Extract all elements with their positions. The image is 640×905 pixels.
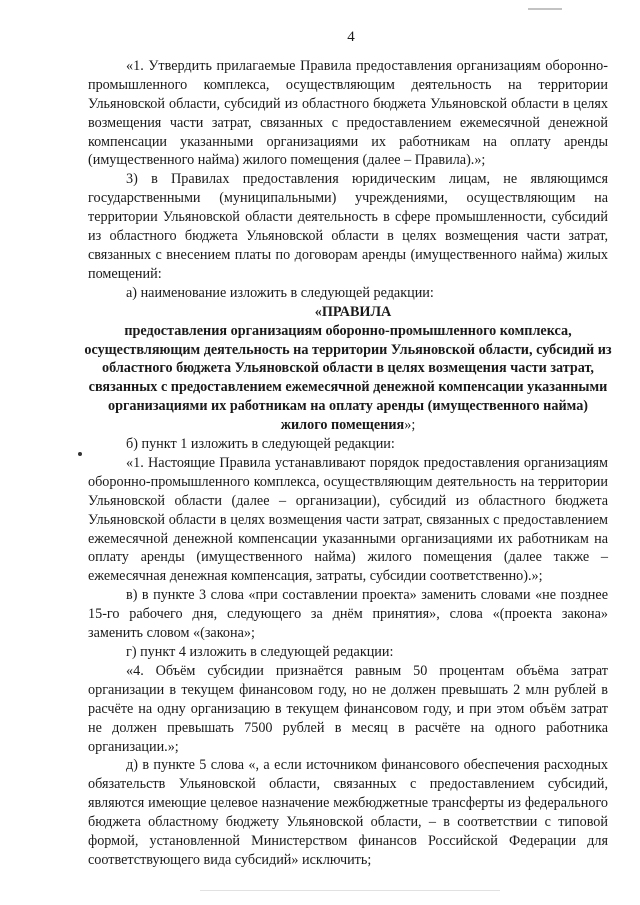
page-number: 4 bbox=[347, 29, 355, 45]
rules-heading-text: предоставления организациям оборонно-промышленного комплекса, осуществляющим деятельность на территории Ульяновской области, субсидий из областного бюджета Ульяновской области в целях возмещения части затрат, связанных с предоставлением ежемесячной денежной компенсации указанными организациями их работникам на оплату аренды (имущественного найма) жилого помещения bbox=[84, 322, 612, 434]
paragraph-clause-4: «4. Объём субсидии признаётся равным 50 процентам объёма затрат организации в текущем финансовом году, но не должен превышать 2 млн рублей в расчёте на одну организацию в текущем финансовом году, и при этом объём затрат не должен превышать 7500 рублей в месяц в расчёте на одного работника организации.»; bbox=[88, 662, 608, 755]
paragraph-approve-rules: «1. Утвердить прилагаемые Правила предоставления организациям оборонно-промышленного комплекса, осуществляющим деятельность на территории Ульяновской области, субсидий из областного бюджета Ульяновской области в целях возмещения части затрат, связанных с предоставлением ежемесячной денежной компенсации указанными организациями их работникам на оплату аренды (имущественного найма) жилого помещения (далее – Правила).»; bbox=[88, 57, 608, 169]
scan-edge-mark-top bbox=[528, 8, 562, 10]
rules-heading-tail: »; bbox=[404, 417, 416, 434]
document-page bbox=[84, 28, 612, 870]
scan-edge-mark-bottom bbox=[200, 890, 500, 891]
paragraph-item-b: б) пункт 1 изложить в следующей редакции: bbox=[126, 436, 395, 453]
paragraph-item-a: а) наименование изложить в следующей редакции: bbox=[126, 284, 434, 301]
scan-dot-mark bbox=[78, 452, 82, 456]
paragraph-item-v: в) в пункте 3 слова «при составлении проекта» заменить словами «не позднее 15-го рабочего дня, следующего за днём принятия», слова «(проекта закона» заменить словом «(закона»; bbox=[88, 587, 608, 642]
paragraph-item-d: д) в пункте 5 слова «, а если источником финансового обеспечения расходных обязательств Ульяновской области, связанных с предоставлением субсидий, являются имеющие целевое назначение межбюджетные трансферты из федерального бюджета областному бюджету Ульяновской области, – в соответствии с типовой формой, установленной Министерством финансов Российской Федерации для соответствующего вида субсидий» исключить; bbox=[88, 757, 608, 868]
paragraph-item-g: г) пункт 4 изложить в следующей редакции: bbox=[126, 644, 394, 660]
paragraph-clause-1: «1. Настоящие Правила устанавливают порядок предоставления организациям оборонно-промышленного комплекса, осуществляющим деятельность на территории Ульяновской области (далее – организации), субсидий из областного бюджета Ульяновской области в целях возмещения части затрат, связанных с предоставлением ежемесячной денежной компенсации указанными организациями их работникам на оплату аренды (имущественного найма) жилого помещения (далее также – ежемесячная денежная компенсация, затраты, субсидии соответственно).»; bbox=[88, 454, 608, 585]
rules-heading-title: «ПРАВИЛА bbox=[314, 303, 392, 320]
paragraph-item-3: 3) в Правилах предоставления юридическим лицам, не являющимся государственными (муниципальными) учреждениями, осуществляющим на территории Ульяновской области деятельность в сфере промышленности, субсидий из областного бюджета Ульяновской области в целях возмещения части затрат, связанных с внесением платы по договорам аренды (имущественного найма) жилых помещений: bbox=[88, 171, 608, 282]
rules-heading-body bbox=[84, 322, 612, 435]
